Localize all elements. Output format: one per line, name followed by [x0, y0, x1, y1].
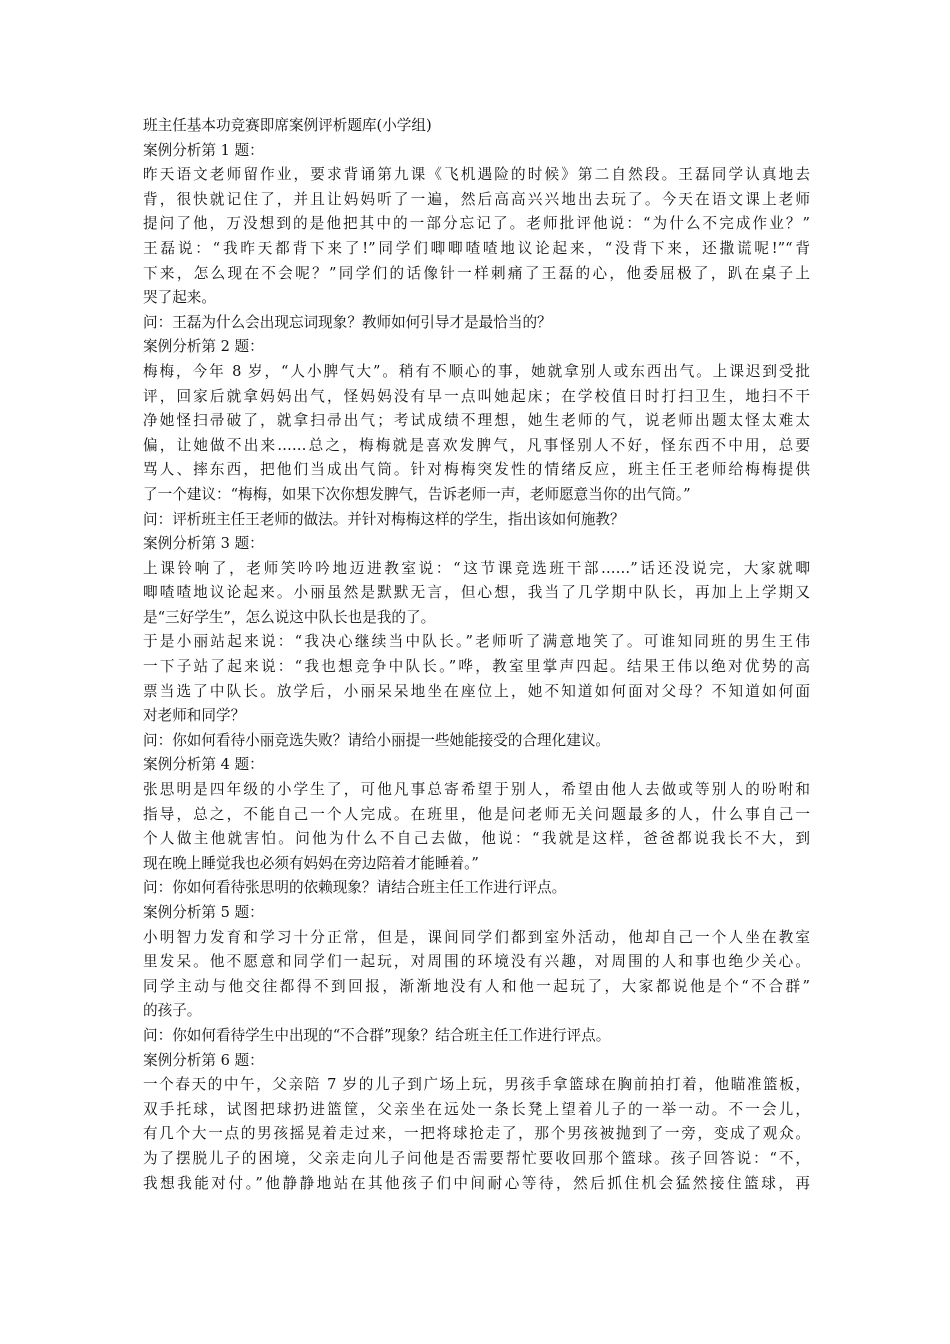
case-question: 问：王磊为什么会出现忘词现象？教师如何引导才是最恰当的？ — [143, 313, 552, 331]
paragraph-line: 提问了他，万没想到的是他把其中的一部分忘记了。老师批评他说：“为什么不完成作业？” — [143, 215, 810, 233]
paragraph-line: 昨天语文老师留作业，要求背诵第九课《飞机遇险的时候》第二自然段。王磊同学认真地去 — [143, 166, 810, 184]
paragraph-line: 双手托球，试图把球扔进篮筐，父亲坐在远处一条长凳上望着儿子的一举一动。不一会儿， — [143, 1100, 810, 1118]
case-heading: 案例分析第 2 题： — [143, 338, 264, 356]
case-heading: 案例分析第 3 题： — [143, 535, 264, 553]
paragraph-line: 里发呆。他不愿意和同学们一起玩，对周围的环境没有兴趣，对周围的人和事也绝少关心。 — [143, 953, 810, 971]
paragraph-line: 为了摆脱儿子的困境，父亲走向儿子问他是否需要帮忙要收回那个篮球。孩子回答说：“不， — [143, 1149, 810, 1167]
document-page — [143, 114, 810, 1196]
paragraph-line: 我想我能对付。”他静静地站在其他孩子们中间耐心等待，然后抓住机会猛然接住篮球，再 — [143, 1174, 810, 1192]
paragraph-line: 上课铃响了，老师笑吟吟地迈进教室说：“这节课竞选班干部……”话还没说完，大家就唧 — [143, 559, 810, 577]
paragraph-line: 是“三好学生”，怎么说这中队长也是我的了。 — [143, 608, 436, 626]
paragraph-line: 背，很快就记住了，并且让妈妈听了一遍，然后高高兴兴地出去玩了。今天在语文课上老师 — [143, 190, 810, 208]
paragraph-line: 指导，总之，不能自己一个人完成。在班里，他是问老师无关问题最多的人，什么事自己一 — [143, 805, 810, 823]
paragraph-line: 评，回家后就拿妈妈出气，怪妈妈没有早一点叫她起床；在学校值日时打扫卫生，地扫不干 — [143, 387, 810, 405]
paragraph-line: 同学主动与他交往都得不到回报，渐渐地没有人和他一起玩了，大家都说他是个“不合群” — [143, 977, 810, 995]
document-title: 班主任基本功竞赛即席案例评析题库(小学组) — [143, 117, 432, 134]
paragraph-line: 小明智力发育和学习十分正常，但是，课间同学们都到室外活动，他却自己一个人坐在教室 — [143, 928, 810, 946]
paragraph-line: 骂人、摔东西，把他们当成出气筒。针对梅梅突发性的情绪反应，班主任王老师给梅梅提供 — [143, 461, 810, 479]
case-question: 问：评析班主任王老师的做法。并针对梅梅这样的学生，指出该如何施教？ — [143, 510, 625, 528]
case-question: 问：你如何看待学生中出现的“不合群”现象？结合班主任工作进行评点。 — [143, 1026, 611, 1044]
paragraph-line: 现在晚上睡觉我也必须有妈妈在旁边陪着才能睡着。” — [143, 854, 479, 872]
paragraph-line: 王磊说：“我昨天都背下来了!”同学们唧唧喳喳地议论起来，“没背下来，还撒谎呢!”“背 — [143, 239, 810, 257]
paragraph-line: 一下子站了起来说：“我也想竞争中队长。”哗，教室里掌声四起。结果王伟以绝对优势的高 — [143, 658, 810, 676]
case-heading: 案例分析第 4 题： — [143, 756, 264, 774]
paragraph-line: 张思明是四年级的小学生了，可他凡事总寄希望于别人，希望由他人去做或等别人的吩咐和 — [143, 781, 810, 799]
paragraph-line: 有几个大一点的男孩摇晃着走过来，一把将球抢走了，那个男孩被抛到了一旁，变成了观众。 — [143, 1125, 810, 1143]
paragraph-line: 唧喳喳地议论起来。小丽虽然是默默无言，但心想，我当了几学期中队长，再加上上学期又 — [143, 584, 810, 602]
case-question: 问：你如何看待小丽竞选失败？请给小丽提一些她能接受的合理化建议。 — [143, 731, 611, 749]
paragraph-line: 哭了起来。 — [143, 289, 216, 307]
paragraph-line: 个人做主他就害怕。问他为什么不自己去做，他说：“我就是这样，爸爸都说我长不大，到 — [143, 830, 810, 848]
paragraph-line: 了一个建议：“梅梅，如果下次你想发脾气，告诉老师一声，老师愿意当你的出气筒。” — [143, 485, 691, 503]
paragraph-line: 的孩子。 — [143, 1002, 202, 1020]
case-heading: 案例分析第 1 题： — [143, 141, 264, 159]
paragraph-line: 于是小丽站起来说：“我决心继续当中队长。”老师听了满意地笑了。可谁知同班的男生王伟 — [143, 633, 810, 651]
paragraph-line: 下来，怎么现在不会呢？”同学们的话像针一样刺痛了王磊的心，他委屈极了，趴在桌子上 — [143, 264, 810, 282]
case-heading: 案例分析第 5 题： — [143, 904, 264, 921]
paragraph-line: 对老师和同学？ — [143, 707, 246, 725]
paragraph-line: 票当选了中队长。放学后，小丽呆呆地坐在座位上，她不知道如何面对父母？不知道如何面 — [143, 682, 810, 700]
paragraph-line: 一个春天的中午，父亲陪 7 岁的儿子到广场上玩，男孩手拿篮球在胸前拍打着，他瞄准篮板， — [143, 1076, 810, 1094]
paragraph-line: 净她怪扫帚破了，就拿扫帚出气；考试成绩不理想，她生老师的气，说老师出题太怪太难太 — [143, 412, 810, 430]
paragraph-line: 偏，让她做不出来……总之，梅梅就是喜欢发脾气，凡事怪别人不好，怪东西不中用，总要 — [143, 436, 810, 454]
case-heading: 案例分析第 6 题： — [143, 1051, 264, 1069]
paragraph-line: 梅梅，今年 8 岁，“人小脾气大”。稍有不顺心的事，她就拿别人或东西出气。上课迟到受批 — [143, 362, 810, 380]
case-question: 问：你如何看待张思明的依赖现象？请结合班主任工作进行评点。 — [143, 879, 567, 897]
